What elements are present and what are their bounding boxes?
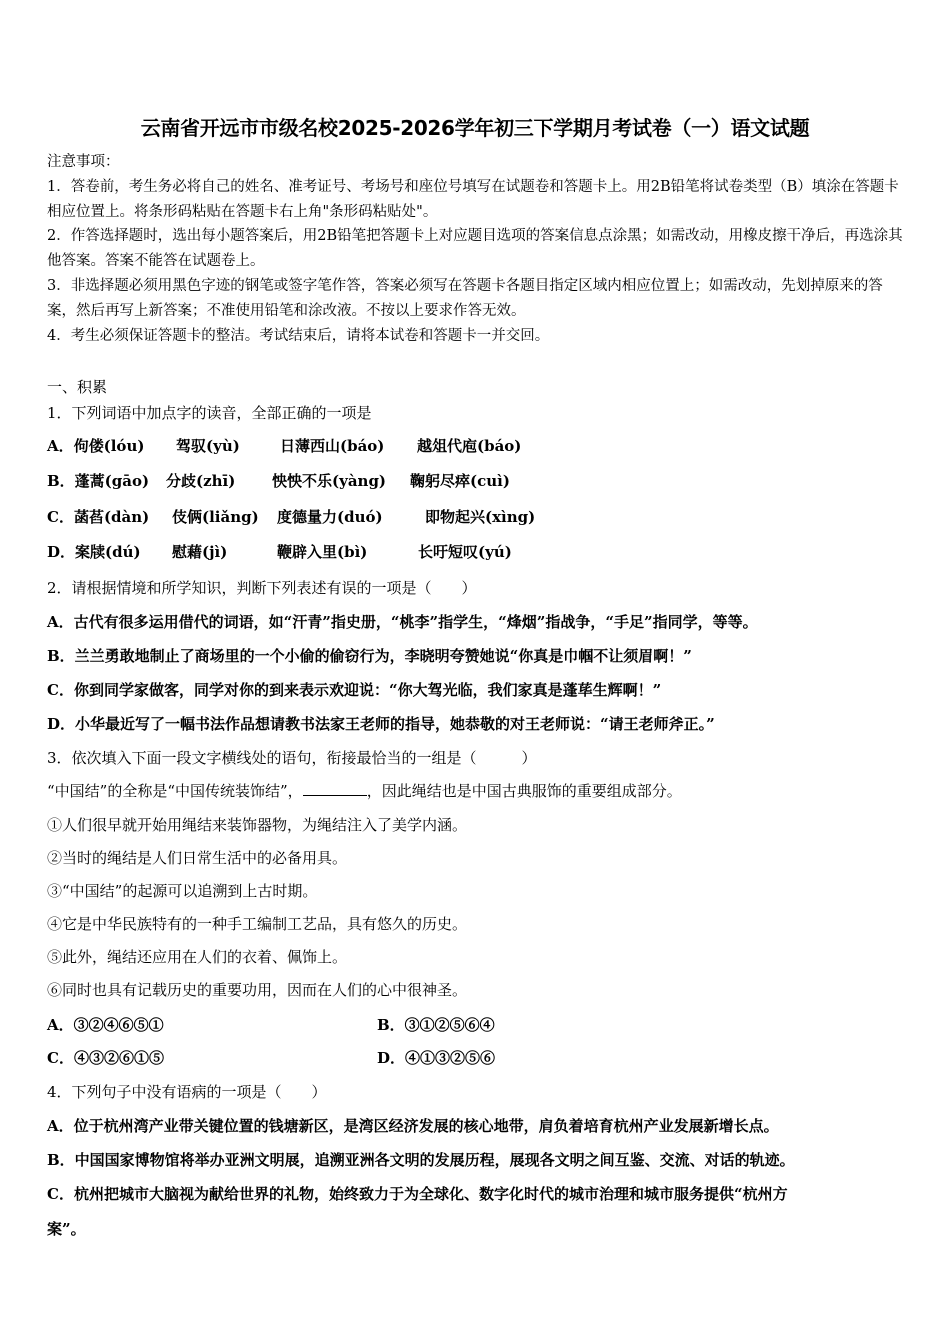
q1-option-c-3: 度德量力(duó) bbox=[277, 508, 383, 526]
q1-option-d-2: 慰藉(jì) bbox=[172, 543, 228, 561]
section-heading: 一、积累 bbox=[47, 378, 108, 396]
q2-option-d: D．小华最近写了一幅书法作品想请教书法家王老师的指导，她恭敬的对王老师说：“请王老师斧正。” bbox=[47, 715, 715, 733]
question-4-stem: 4．下列句子中没有语病的一项是（ ） bbox=[47, 1083, 327, 1101]
page-title: 云南省开远市市级名校2025-2026学年初三下学期月考试卷（一）语文试题 bbox=[140, 116, 810, 140]
notice-item: 1．答卷前，考生务必将自己的姓名、准考证号、考场号和座位号填写在试题卷和答题卡上。用2B铅笔将试卷类型（B）填涂在答题卡相应位置上。将条形码粘贴在答题卡右上角"条形码粘贴处"。 bbox=[47, 178, 899, 220]
q1-option-b-3: 怏怏不乐(yàng) bbox=[272, 472, 387, 490]
q3-sentence: ②当时的绳结是人们日常生活中的必备用具。 bbox=[47, 849, 348, 867]
q3-passage-part-1: “中国结”的全称是“中国传统装饰结”， bbox=[47, 782, 303, 800]
q2-option-a: A．古代有很多运用借代的词语，如“汗青”指史册，“桃李”指学生，“烽烟”指战争，“手足”指同学，等等。 bbox=[47, 613, 758, 631]
fill-blank bbox=[303, 783, 367, 796]
q3-sentence: ③“中国结”的起源可以追溯到上古时期。 bbox=[47, 882, 318, 900]
q2-option-c: C．你到同学家做客，同学对你的到来表示欢迎说：“你大驾光临，我们家真是蓬荜生辉啊！” bbox=[47, 681, 662, 699]
q3-option-a: A．③②④⑥⑤① bbox=[47, 1016, 164, 1034]
q4-option-c: C．杭州把城市大脑视为献给世界的礼物，始终致力于为全球化、数字化时代的城市治理和城市服务提供“杭州方 bbox=[47, 1185, 788, 1203]
question-1-stem: 1．下列词语中加点字的读音，全部正确的一项是 bbox=[47, 404, 372, 422]
q1-option-c-4: 即物起兴(xìng) bbox=[425, 508, 536, 526]
q3-option-b: B．③①②⑤⑥④ bbox=[377, 1016, 495, 1034]
q4-option-b: B．中国国家博物馆将举办亚洲文明展，追溯亚洲各文明的发展历程，展现各文明之间互鉴、交流、对话的轨迹。 bbox=[47, 1151, 795, 1169]
q3-sentence: ①人们很早就开始用绳结来装饰器物，为绳结注入了美学内涵。 bbox=[47, 816, 468, 834]
q1-option-d-1: D．案牍(dú) bbox=[47, 543, 141, 561]
q2-option-b: B．兰兰勇敢地制止了商场里的一个小偷的偷窃行为，李晓明夸赞她说“你真是巾帼不让须眉啊！” bbox=[47, 647, 692, 665]
q4-option-a: A．位于杭州湾产业带关键位置的钱塘新区，是湾区经济发展的核心地带，肩负着培育杭州产业发展新增长点。 bbox=[47, 1117, 779, 1135]
q1-option-d-4: 长吁短叹(yú) bbox=[418, 543, 512, 561]
q1-option-a-1: A．佝偻(lóu) bbox=[47, 437, 145, 455]
question-2-stem: 2．请根据情境和所学知识，判断下列表述有误的一项是（ ） bbox=[47, 579, 477, 597]
q1-option-a-3: 日薄西山(báo) bbox=[280, 437, 385, 455]
q3-option-d: D．④①③②⑤⑥ bbox=[377, 1049, 496, 1067]
q3-sentence: ④它是中华民族特有的一种手工编制工艺品，具有悠久的历史。 bbox=[47, 915, 468, 933]
notice-item: 2．作答选择题时，选出每小题答案后，用2B铅笔把答题卡上对应题目选项的答案信息点涂黑；如需改动，用橡皮擦干净后，再选涂其他答案。答案不能答在试题卷上。 bbox=[47, 228, 903, 270]
notice-block bbox=[47, 150, 907, 348]
q3-option-c: C．④③②⑥①⑤ bbox=[47, 1049, 164, 1067]
q1-option-d-3: 鞭辟入里(bì) bbox=[277, 543, 368, 561]
q3-passage-part-2: ，因此绳结也是中国古典服饰的重要组成部分。 bbox=[366, 782, 682, 800]
notice-heading: 注意事项： bbox=[47, 154, 120, 170]
notice-item: 3．非选择题必须用黑色字迹的钢笔或签字笔作答，答案必须写在答题卡各题目指定区域内相应位置上；如需改动，先划掉原来的答案，然后再写上新答案；不准使用铅笔和涂改液。不按以上要求作答无效。 bbox=[47, 277, 883, 319]
q1-option-c-2: 伎俩(liǎng) bbox=[172, 508, 259, 526]
question-3-stem: 3．依次填入下面一段文字横线处的语句，衔接最恰当的一组是（ ） bbox=[47, 749, 537, 767]
q1-option-a-2: 驾驭(yù) bbox=[176, 437, 240, 455]
q1-option-a-4: 越俎代庖(báo) bbox=[417, 437, 522, 455]
q1-option-c-1: C．菡萏(dàn) bbox=[47, 508, 150, 526]
q1-option-b-4: 鞠躬尽瘁(cuì) bbox=[410, 472, 510, 490]
q1-option-b-1: B．蓬蒿(gāo) bbox=[47, 472, 150, 490]
q3-sentence: ⑤此外，绳结还应用在人们的衣着、佩饰上。 bbox=[47, 948, 348, 966]
q4-option-c-continued: 案”。 bbox=[47, 1220, 86, 1238]
notice-item: 4．考生必须保证答题卡的整洁。考试结束后，请将本试卷和答题卡一并交回。 bbox=[47, 327, 550, 344]
q3-passage bbox=[47, 780, 682, 801]
q1-option-b-2: 分歧(zhī) bbox=[166, 472, 236, 490]
q3-sentence: ⑥同时也具有记载历史的重要功用，因而在人们的心中很神圣。 bbox=[47, 981, 468, 999]
